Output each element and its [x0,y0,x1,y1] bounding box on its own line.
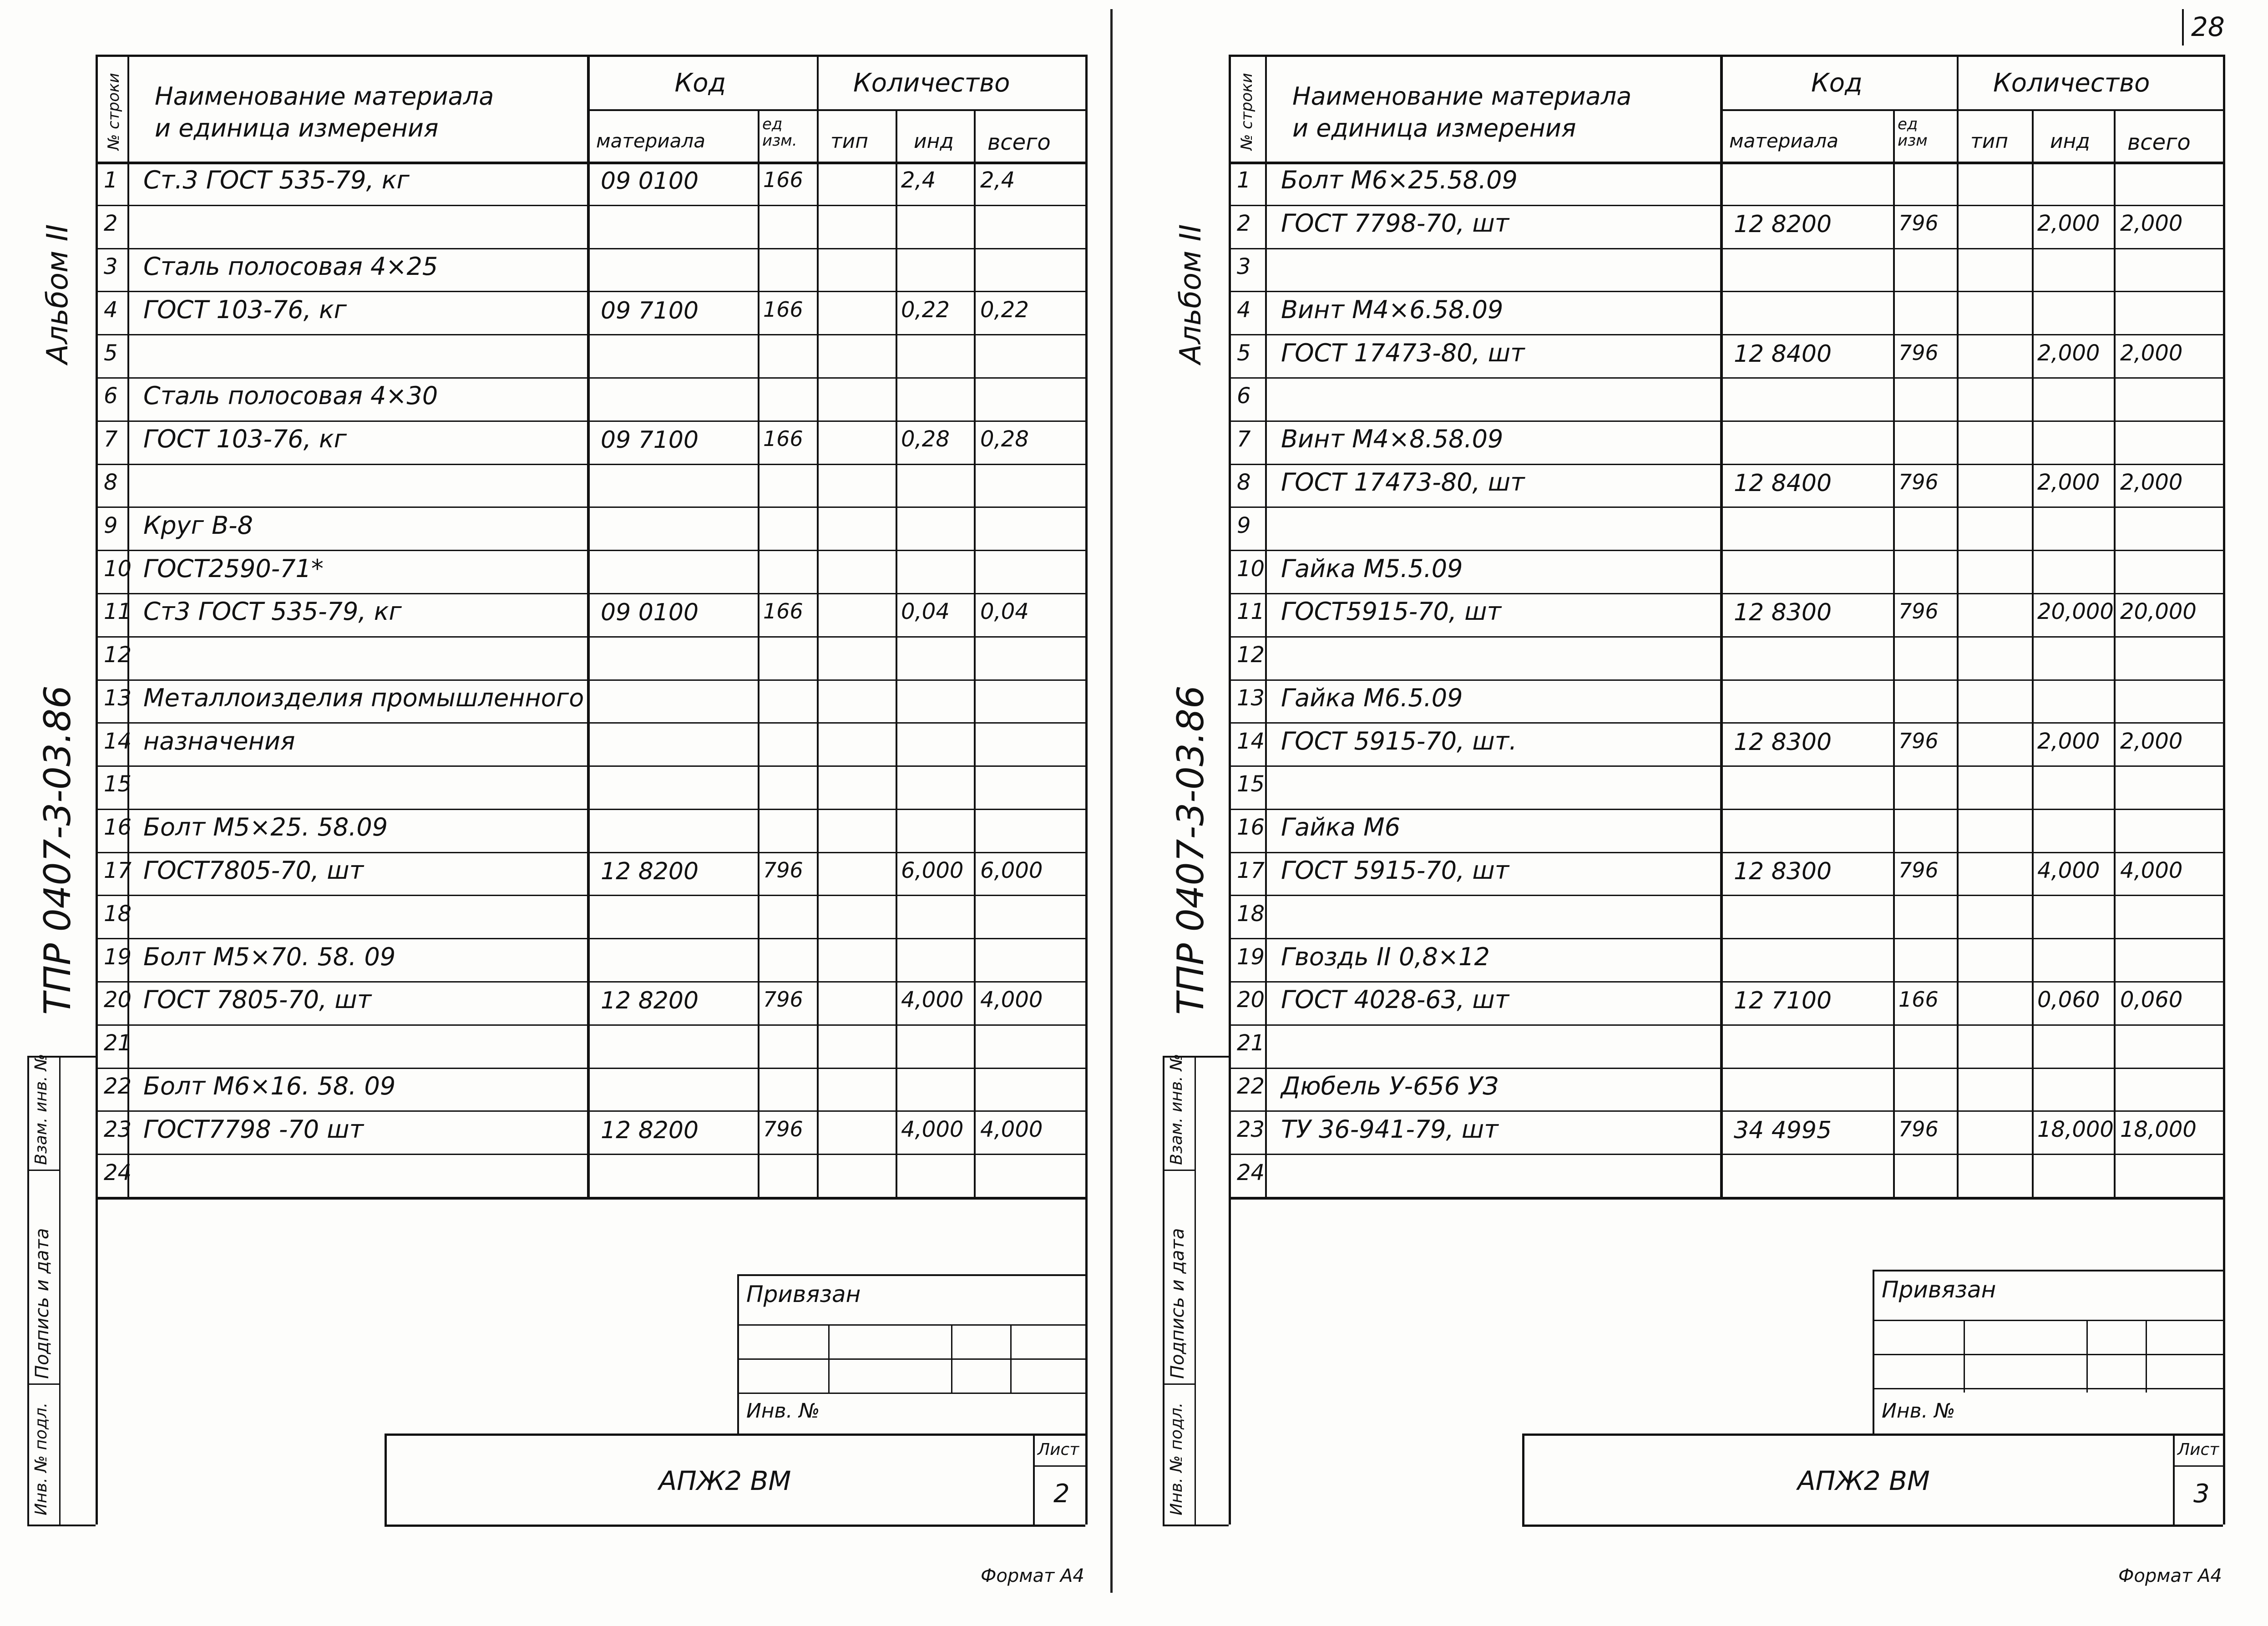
stamp-grid-vline [951,1324,952,1393]
side-sign-date: Подпись и дата [1167,1228,1188,1379]
stamp-top [1873,1270,2223,1271]
format-note: Формат А4 [2118,1565,2222,1586]
row-material-name: ГОСТ7798 -70 шт [143,1114,364,1144]
format-note: Формат А4 [981,1565,1084,1586]
row-qty-ind: 4,000 [901,1116,964,1142]
row-line [1229,248,2223,249]
col-ind-divider [896,109,897,1197]
header-rownum: № строки [105,73,123,150]
row-qty-total: 6,000 [980,858,1043,884]
row-line [96,1110,1085,1112]
row-number: 2 [1237,211,1251,237]
row-line [96,809,1085,810]
row-number: 5 [1237,340,1251,366]
title-block-left [385,1434,387,1525]
col-unit-divider [1893,109,1895,1197]
col-unit-divider [758,109,759,1197]
row-qty-ind: 0,22 [901,297,950,323]
row-line [1229,938,2223,939]
row-line [1229,464,2223,465]
col-total-divider [974,109,976,1197]
row-number: 5 [104,340,118,366]
header-unit: ед изм [1898,115,1928,150]
side-vzam-inv: Взам. инв. № [1167,1054,1186,1165]
row-unit-code: 796 [1898,211,1939,236]
row-qty-ind: 2,000 [2037,211,2100,237]
row-unit-code: 796 [763,987,803,1012]
table-top-border [96,55,1085,57]
row-line [96,636,1085,638]
row-material-name: ГОСТ7805-70, шт [143,856,364,885]
row-material-code: 12 8200 [601,1116,699,1144]
row-material-name: Сталь полосовая 4×30 [143,381,438,410]
row-number: 15 [1237,771,1265,797]
row-material-code: 09 0100 [601,167,699,195]
side-stamp-bottom [27,1525,96,1526]
row-qty-ind: 20,000 [2037,599,2114,625]
row-line [96,334,1085,335]
row-unit-code: 796 [1898,858,1939,883]
row-material-name: назначения [143,726,295,755]
row-number: 21 [1237,1030,1265,1056]
sheet-left-border [1229,55,1231,1525]
header-qty-total: всего [2127,130,2191,155]
row-qty-ind: 4,000 [2037,858,2100,884]
row-qty-ind: 2,000 [2037,469,2100,495]
table-bottom-border [1229,1197,2223,1200]
row-material-code: 12 8300 [1734,599,1832,627]
title-list-label: Лист [1038,1440,1079,1459]
row-number: 4 [1237,297,1251,323]
row-unit-code: 796 [1898,728,1939,753]
row-material-name: Гайка М6 [1281,813,1401,842]
side-sign-date: Подпись и дата [32,1228,53,1379]
stamp-privyazan: Привязан [746,1281,861,1307]
row-number: 19 [104,944,132,970]
row-number: 19 [1237,944,1265,970]
row-line [96,679,1085,681]
header-code-material: материала [596,130,706,152]
header-name-line2: и единица измерения [1292,114,1576,142]
title-block-top [385,1434,1085,1436]
row-number: 14 [104,728,132,754]
header-qty-ind: инд [914,130,954,153]
row-material-name: ГОСТ5915-70, шт [1281,597,1502,626]
row-material-name: ГОСТ 7798-70, шт [1281,209,1509,238]
row-material-name: ГОСТ 103-76, кг [143,425,347,454]
stamp-grid-line [1873,1320,2223,1321]
row-line [1229,636,2223,638]
side-stamp-divider [1163,1383,1195,1385]
row-line [1229,1154,2223,1155]
side-stamp-border [27,1056,29,1525]
row-qty-total: 18,000 [2120,1116,2197,1142]
row-number: 6 [1237,383,1251,409]
row-unit-code: 166 [763,426,803,451]
stamp-grid-line [1873,1388,2223,1389]
row-line [96,852,1085,853]
header-code: Код [674,68,726,98]
stamp-top [737,1274,1085,1276]
row-line [1229,507,2223,508]
row-line [96,895,1085,896]
header-name-line1: Наименование материала [1292,82,1632,111]
stamp-grid-vline [1010,1324,1012,1393]
row-qty-total: 2,000 [2120,211,2183,237]
row-qty-total: 4,000 [980,1116,1043,1142]
row-number: 13 [104,685,132,711]
table-bottom-border [96,1197,1085,1200]
row-number: 23 [1237,1116,1265,1142]
row-line [96,205,1085,206]
title-block-top [1522,1434,2223,1436]
header-unit: ед изм. [762,115,797,150]
stamp-left [737,1274,739,1434]
row-qty-ind: 0,060 [2037,987,2100,1013]
stamp-grid-vline [2146,1320,2147,1393]
side-stamp-divider [27,1170,59,1171]
row-material-code: 12 8400 [1734,340,1832,368]
row-material-name: Сталь полосовая 4×25 [143,252,438,281]
row-qty-total: 0,060 [2120,987,2183,1013]
row-material-code: 12 7100 [1734,987,1832,1015]
row-line [1229,593,2223,594]
row-line [96,1154,1085,1155]
title-list-label: Лист [2177,1440,2219,1459]
row-material-code: 09 7100 [601,297,699,324]
row-unit-code: 796 [1898,469,1939,494]
title-list-line [2173,1465,2223,1467]
title-list-number: 2 [1053,1479,1070,1509]
title-block-bottom [385,1525,1085,1527]
row-line [1229,420,2223,422]
header-qty-tip: тип [830,130,868,153]
header-mid-line [1720,109,2223,111]
row-line [96,1068,1085,1069]
row-line [1229,722,2223,724]
row-material-code: 12 8400 [1734,469,1832,497]
header-quantity: Количество [853,68,1010,98]
row-qty-ind: 2,4 [901,167,936,193]
row-line [1229,377,2223,379]
header-bottom-border [1229,162,2223,164]
row-unit-code: 796 [763,1116,803,1141]
header-rownum: № строки [1238,73,1256,150]
row-qty-ind: 2,000 [2037,340,2100,366]
title-block-bottom [1522,1525,2223,1527]
side-inv-podl: Инв. № подл. [32,1402,51,1515]
stamp-grid-line [737,1393,1085,1394]
row-unit-code: 166 [1898,987,1939,1012]
row-number: 11 [1237,599,1265,625]
row-qty-total: 20,000 [2120,599,2197,625]
row-material-code: 12 8200 [601,987,699,1015]
row-material-name: ТУ 36-941-79, шт [1281,1114,1498,1144]
row-number: 3 [104,253,118,279]
header-name-line1: Наименование материала [155,82,494,111]
row-material-name: Винт М4×6.58.09 [1281,295,1504,324]
stamp-grid-vline [828,1324,830,1393]
col-ind-divider [2032,109,2034,1197]
row-number: 18 [1237,901,1265,927]
row-line [96,248,1085,249]
header-mid-line [587,109,1085,111]
header-qty-total: всего [987,130,1051,155]
row-line [1229,205,2223,206]
row-unit-code: 166 [763,599,803,624]
row-line [1229,679,2223,681]
side-stamp-border [1163,1056,1164,1525]
row-line [96,938,1085,939]
row-number: 23 [104,1116,132,1142]
sheet-right-border [1085,55,1088,1525]
row-line [1229,1110,2223,1112]
stamp-grid-line [737,1324,1085,1326]
row-material-name: Болт М6×25.58.09 [1281,166,1518,195]
side-stamp-inner [1195,1056,1196,1525]
row-line [96,765,1085,767]
row-qty-ind: 2,000 [2037,728,2100,754]
row-number: 18 [104,901,132,927]
title-document-code: АПЖ2 ВМ [658,1465,791,1496]
row-number: 14 [1237,728,1265,754]
row-qty-total: 2,000 [2120,728,2183,754]
side-vzam-inv: Взам. инв. № [32,1054,51,1165]
row-line [96,722,1085,724]
row-material-name: Болт М5×70. 58. 09 [143,942,396,971]
row-material-name: Круг В-8 [143,511,253,540]
row-qty-total: 0,22 [980,297,1029,323]
row-material-name: Ст3 ГОСТ 535-79, кг [143,597,402,626]
row-qty-ind: 18,000 [2037,1116,2114,1142]
stamp-grid-line [737,1358,1085,1360]
row-number: 16 [104,815,132,841]
row-line [1229,334,2223,335]
row-number: 17 [1237,858,1265,884]
stamp-grid-line [1873,1354,2223,1355]
row-qty-ind: 0,28 [901,426,950,452]
row-line [96,291,1085,292]
row-material-name: Металлоизделия промышленного [143,683,584,712]
row-qty-ind: 0,04 [901,599,950,625]
row-number: 9 [1237,512,1251,538]
side-stamp-inner [59,1056,61,1525]
row-number: 12 [104,642,132,668]
stamp-grid-vline [2086,1320,2088,1393]
row-unit-code: 796 [763,858,803,883]
row-material-code: 09 7100 [601,426,699,454]
row-material-code: 09 0100 [601,599,699,627]
row-unit-code: 166 [763,297,803,322]
row-line [96,1024,1085,1026]
row-number: 22 [104,1074,132,1099]
row-line [1229,895,2223,896]
row-number: 13 [1237,685,1265,711]
header-code: Код [1811,68,1863,98]
page-divider [1110,9,1113,1593]
row-material-name: ГОСТ2590-71* [143,554,324,583]
row-number: 20 [1237,987,1265,1013]
stamp-left [1873,1270,1874,1434]
row-unit-code: 166 [763,167,803,192]
row-number: 1 [1237,167,1251,193]
row-qty-total: 2,000 [2120,340,2183,366]
row-number: 8 [1237,469,1251,495]
row-number: 1 [104,167,118,193]
row-number: 22 [1237,1074,1265,1099]
row-material-code: 12 8200 [601,858,699,886]
row-line [1229,291,2223,292]
row-line [1229,550,2223,551]
side-album-label: Альбом II [41,224,75,364]
row-number: 17 [104,858,132,884]
row-number: 6 [104,383,118,409]
row-number: 10 [104,556,132,582]
corner-page-number: 28 [2191,11,2225,42]
row-unit-code: 796 [1898,1116,1939,1141]
stamp-inv-number: Инв. № [746,1399,820,1423]
title-list-line [1033,1465,1085,1467]
row-number: 4 [104,297,118,323]
title-block-left [1522,1434,1524,1525]
side-stamp-divider [27,1383,59,1385]
stamp-inv-number: Инв. № [1882,1399,1955,1423]
row-material-name: Болт М5×25. 58.09 [143,813,388,842]
row-number: 11 [104,599,132,625]
row-line [96,464,1085,465]
header-bottom-border [96,162,1085,164]
row-qty-total: 0,28 [980,426,1029,452]
row-material-name: ГОСТ 5915-70, шт [1281,856,1509,885]
row-line [96,377,1085,379]
row-line [96,550,1085,551]
side-document-code: ТПР 0407-3-03.86 [1169,685,1212,1015]
row-number: 24 [104,1160,132,1185]
row-material-name: ГОСТ 7805-70, шт [143,985,372,1014]
row-number: 3 [1237,253,1251,279]
row-number: 24 [1237,1160,1265,1185]
row-material-code: 12 8300 [1734,858,1832,886]
row-material-name: ГОСТ 103-76, кг [143,295,347,324]
title-document-code: АПЖ2 ВМ [1797,1465,1930,1496]
header-quantity: Количество [1993,68,2150,98]
row-material-name: Гайка М6.5.09 [1281,683,1463,712]
header-qty-tip: тип [1970,130,2008,153]
row-unit-code: 796 [1898,340,1939,365]
row-material-name: ГОСТ 17473-80, шт [1281,338,1525,367]
row-number: 8 [104,469,118,495]
row-number: 2 [104,211,118,237]
table-top-border [1229,55,2223,57]
row-material-name: Гайка М5.5.09 [1281,554,1463,583]
sheet-left-border [96,55,98,1525]
side-inv-podl: Инв. № подл. [1167,1402,1186,1515]
title-list-number: 3 [2193,1479,2210,1509]
row-material-name: ГОСТ 17473-80, шт [1281,467,1525,496]
row-material-name: Болт М6×16. 58. 09 [143,1072,396,1101]
row-qty-total: 2,4 [980,167,1015,193]
row-qty-total: 2,000 [2120,469,2183,495]
header-code-material: материала [1729,130,1839,152]
row-material-name: ГОСТ 4028-63, шт [1281,985,1509,1014]
row-material-name: Гвоздь II 0,8×12 [1281,942,1490,971]
row-material-name: ГОСТ 5915-70, шт. [1281,726,1517,755]
side-album-label: Альбом II [1174,224,1208,364]
stamp-grid-vline [1964,1320,1965,1393]
row-material-name: Дюбель У-656 УЗ [1281,1072,1498,1101]
row-line [1229,809,2223,810]
row-line [1229,1024,2223,1026]
side-stamp-divider [1163,1170,1195,1171]
row-number: 9 [104,512,118,538]
row-line [1229,765,2223,767]
row-qty-ind: 4,000 [901,987,964,1013]
row-qty-total: 4,000 [2120,858,2183,884]
row-line [96,420,1085,422]
row-qty-ind: 6,000 [901,858,964,884]
stamp-privyazan: Привязан [1882,1276,1996,1303]
row-qty-total: 4,000 [980,987,1043,1013]
row-material-name: Ст.3 ГОСТ 535-79, кг [143,166,410,195]
row-unit-code: 796 [1898,599,1939,624]
row-number: 10 [1237,556,1265,582]
row-number: 21 [104,1030,132,1056]
row-line [1229,981,2223,983]
side-stamp-bottom [1163,1525,1229,1526]
corner-page-tick [2182,9,2184,46]
row-number: 15 [104,771,132,797]
row-line [1229,1068,2223,1069]
row-line [96,593,1085,594]
title-list-divider [1033,1434,1035,1525]
row-qty-total: 0,04 [980,599,1029,625]
row-number: 16 [1237,815,1265,841]
row-number: 7 [1237,426,1251,452]
row-number: 20 [104,987,132,1013]
row-line [1229,852,2223,853]
side-document-code: ТПР 0407-3-03.86 [36,685,79,1015]
row-line [96,507,1085,508]
header-qty-ind: инд [2050,130,2090,153]
row-material-name: Винт М4×8.58.09 [1281,425,1504,454]
row-number: 7 [104,426,118,452]
row-material-code: 12 8200 [1734,211,1832,238]
header-name-line2: и единица измерения [155,114,439,142]
sheet-right-border [2223,55,2225,1525]
col-total-divider [2114,109,2116,1197]
row-number: 12 [1237,642,1265,668]
row-material-code: 34 4995 [1734,1116,1832,1144]
row-material-code: 12 8300 [1734,728,1832,756]
title-list-divider [2173,1434,2175,1525]
row-line [96,981,1085,983]
